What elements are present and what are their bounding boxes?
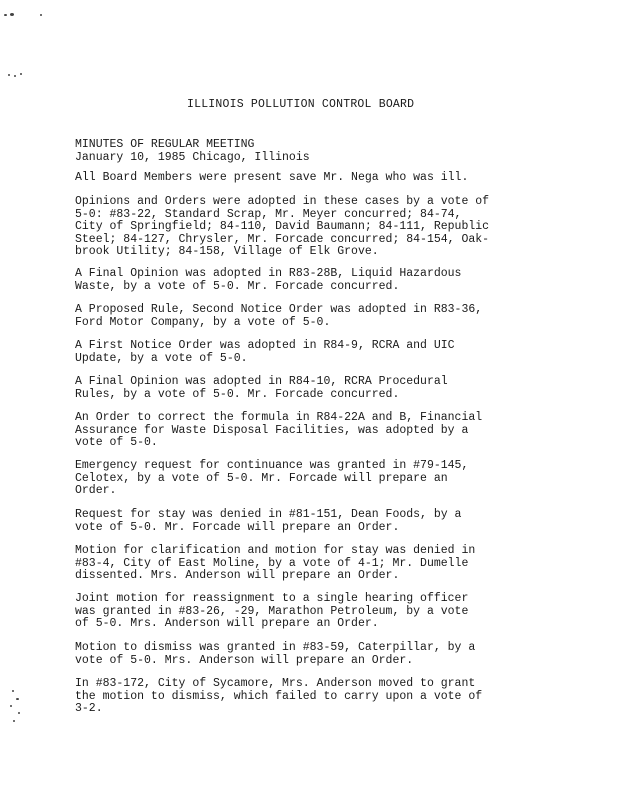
opinions-orders-paragraph [75, 196, 515, 259]
text-line: Opinions and Orders were adopted in these cases by a vote of [75, 195, 490, 208]
scan-speck [16, 698, 19, 700]
scan-speck [13, 720, 15, 722]
text-line: vote of 5-0. Mr. Forcade will prepare an Order. [75, 520, 400, 534]
clarification-83-4-paragraph [75, 545, 515, 583]
text-line: brook Utility; 84-158, Village of Elk Grove. [75, 245, 379, 259]
text-line: A Final Opinion was adopted in R83-28B, Liquid Hazardous [75, 267, 462, 280]
text-line: Ford Motor Company, by a vote of 5-0. [75, 315, 331, 329]
text-line: Steel; 84-127, Chrysler, Mr. Forcade concurred; 84-154, Oak- [75, 232, 490, 246]
text-line: Order. [75, 484, 117, 498]
scan-speck [10, 705, 12, 707]
meeting-date-location: January 10, 1985 Chicago, Illinois [75, 151, 310, 164]
first-notice-r84-9-paragraph [75, 340, 515, 365]
text-line: All Board Members were present save Mr. Nega who was ill. [75, 171, 469, 184]
text-line: A First Notice Order was adopted in R84-9, RCRA and UIC [75, 339, 455, 352]
text-line: A Final Opinion was adopted in R84-10, RCRA Procedural [75, 375, 448, 388]
text-line: An Order to correct the formula in R84-22A and B, Financial [75, 411, 483, 424]
text-line: vote of 5-0. [75, 436, 158, 450]
text-line: City of Springfield; 84-110, David Baumann; 84-111, Republic [75, 220, 490, 234]
text-line: dissented. Mrs. Anderson will prepare an Order. [75, 569, 400, 583]
text-line: Motion for clarification and motion for stay was denied in [75, 544, 476, 557]
text-line: #83-4, City of East Moline, by a vote of 4-1; Mr. Dumelle [75, 556, 469, 570]
sycamore-83-172-paragraph [75, 678, 515, 716]
scan-speck [20, 73, 22, 75]
attendance-paragraph [75, 172, 515, 185]
order-r84-22-paragraph [75, 412, 515, 450]
board-title: ILLINOIS POLLUTION CONTROL BOARD [187, 98, 415, 111]
minutes-heading [75, 138, 310, 164]
scan-speck [14, 75, 16, 77]
text-line: Emergency request for continuance was granted in #79-145, [75, 459, 469, 472]
minutes-title: MINUTES OF REGULAR MEETING [75, 138, 255, 151]
final-opinion-r84-10-paragraph [75, 376, 515, 401]
text-line: Waste, by a vote of 5-0. Mr. Forcade concurred. [75, 279, 400, 293]
scan-speck [4, 14, 7, 16]
text-line: was granted in #83-26, -29, Marathon Petroleum, by a vote [75, 604, 469, 618]
text-line: of 5-0. Mrs. Anderson will prepare an Order. [75, 617, 379, 631]
dismiss-83-59-paragraph [75, 642, 515, 667]
scan-speck [12, 690, 14, 692]
text-line: 5-0: #83-22, Standard Scrap, Mr. Meyer concurred; 84-74, [75, 207, 462, 221]
text-line: the motion to dismiss, which failed to carry upon a vote of [75, 689, 483, 703]
stay-81-151-paragraph [75, 509, 515, 534]
scan-speck [8, 74, 10, 76]
scan-speck [10, 13, 14, 16]
text-line: Joint motion for reassignment to a single hearing officer [75, 592, 469, 605]
text-line: Assurance for Waste Disposal Facilities, was adopted by a [75, 423, 469, 437]
scan-speck [18, 712, 20, 714]
text-line: Request for stay was denied in #81-151, Dean Foods, by a [75, 508, 462, 521]
text-line: In #83-172, City of Sycamore, Mrs. Anderson moved to grant [75, 677, 476, 690]
proposed-rule-r83-36-paragraph [75, 304, 515, 329]
continuance-79-145-paragraph [75, 460, 515, 498]
text-line: 3-2. [75, 702, 103, 716]
text-line: Celotex, by a vote of 5-0. Mr. Forcade will prepare an [75, 471, 448, 485]
text-line: Rules, by a vote of 5-0. Mr. Forcade concurred. [75, 387, 400, 401]
text-line: A Proposed Rule, Second Notice Order was adopted in R83-36, [75, 303, 483, 316]
text-line: Motion to dismiss was granted in #83-59, Caterpillar, by a [75, 641, 476, 654]
reassignment-83-26-paragraph [75, 593, 515, 631]
text-line: vote of 5-0. Mrs. Anderson will prepare an Order. [75, 653, 414, 667]
text-line: Update, by a vote of 5-0. [75, 351, 248, 365]
final-opinion-r83-28b-paragraph [75, 268, 515, 293]
scan-speck [40, 14, 42, 16]
